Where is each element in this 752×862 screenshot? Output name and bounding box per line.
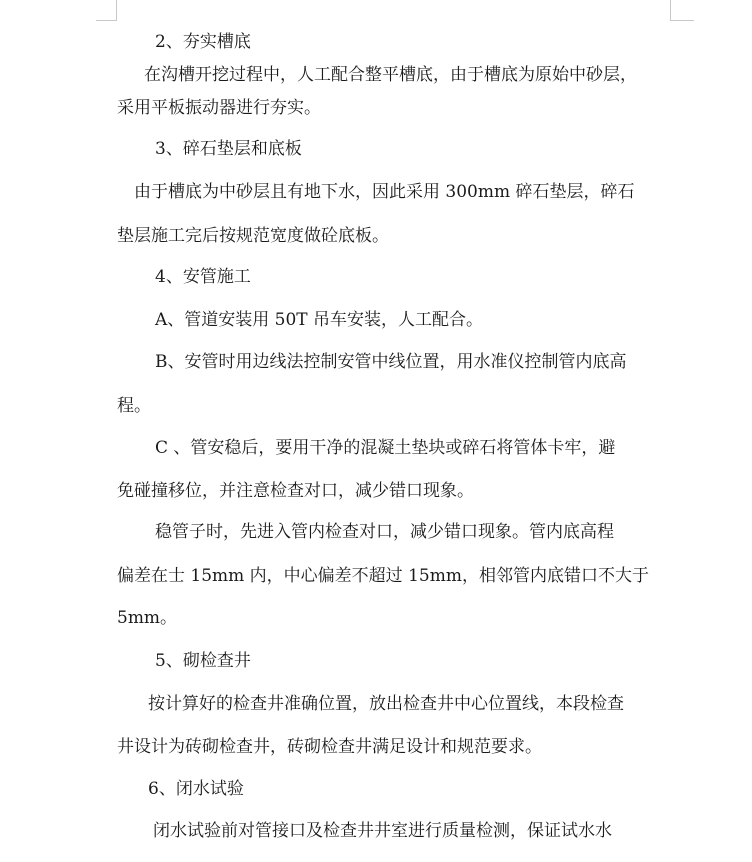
paragraph-line: 在沟槽开挖过程中，人工配合整平槽底，由于槽底为原始中砂层， — [144, 65, 637, 85]
paragraph-line: B、安管时用边线法控制安管中线位置，用水准仪控制管内底高 — [155, 352, 627, 372]
paragraph-line: A、管道安装用 50T 吊车安装，人工配合。 — [155, 310, 484, 330]
section-heading-pipe-installation: 4、安管施工 — [155, 267, 251, 287]
section-heading-masonry-inspection-well: 5、砌检查井 — [155, 651, 251, 671]
paragraph-line: 闭水试验前对管接口及检查井井室进行质量检测，保证试水水 — [153, 821, 612, 841]
paragraph-line: 稳管子时，先进入管内检查对口，减少错口现象。管内底高程 — [155, 522, 614, 542]
section-heading-compact-trench-bottom: 2、夯实槽底 — [155, 32, 251, 52]
paragraph-line: 程。 — [117, 396, 151, 416]
paragraph-line: 井设计为砖砌检查井，砖砌检查井满足设计和规范要求。 — [117, 737, 542, 757]
paragraph-line: 由于槽底为中砂层且有地下水，因此采用 300mm 碎石垫层，碎石 — [134, 182, 635, 202]
paragraph-line: 采用平板振动器进行夯实。 — [117, 98, 321, 118]
paragraph-line: 垫层施工完后按规范宽度做砼底板。 — [117, 226, 389, 246]
paragraph-line: 按计算好的检查井准确位置，放出检查井中心位置线，本段检查 — [148, 694, 624, 714]
paragraph-line: 免碰撞移位，并注意检查对口，减少错口现象。 — [117, 481, 474, 501]
paragraph-line: 偏差在士 15mm 内，中心偏差不超过 15mm，相邻管内底错口不大于 — [117, 566, 649, 586]
section-heading-closed-water-test: 6、闭水试验 — [148, 779, 244, 799]
section-heading-gravel-cushion: 3、碎石垫层和底板 — [155, 139, 302, 159]
paragraph-line: C 、管安稳后，要用干净的混凝土垫块或碎石将管体卡牢，避 — [155, 438, 616, 458]
paragraph-line: 5mm。 — [117, 608, 178, 628]
